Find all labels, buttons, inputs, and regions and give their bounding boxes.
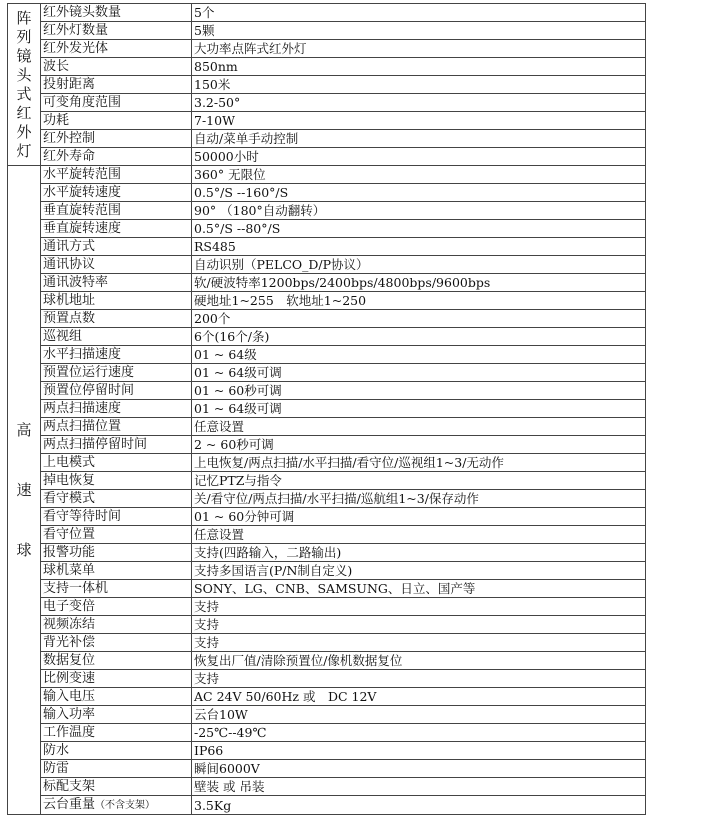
param-value: AC 24V 50/60Hz 或 DC 12V — [192, 688, 646, 706]
param-value: 850nm — [192, 58, 646, 76]
param-name — [41, 472, 192, 490]
table-row — [8, 346, 646, 364]
table-row — [8, 436, 646, 454]
param-label: 通讯协议 — [43, 257, 96, 272]
param-label: 红外发光体 — [43, 41, 109, 56]
param-name — [41, 58, 192, 76]
param-value: 任意设置 — [192, 526, 646, 544]
param-name — [41, 256, 192, 274]
param-name — [41, 418, 192, 436]
param-label: 红外灯数量 — [43, 23, 109, 38]
param-name — [41, 562, 192, 580]
param-name — [41, 202, 192, 220]
table-row — [8, 796, 646, 815]
table-row — [8, 364, 646, 382]
param-label: 巡视组 — [43, 329, 83, 344]
table-row — [8, 454, 646, 472]
param-value: 0.5°/S --80°/S — [192, 220, 646, 238]
param-name — [41, 184, 192, 202]
param-value: 3.2-50° — [192, 94, 646, 112]
param-name — [41, 508, 192, 526]
param-label: 水平扫描速度 — [43, 347, 122, 362]
param-value: 大功率点阵式红外灯 — [192, 40, 646, 58]
param-value: 5个 — [192, 4, 646, 22]
table-row — [8, 724, 646, 742]
param-label: 通讯波特率 — [43, 275, 109, 290]
param-label: 防雷 — [43, 761, 70, 776]
param-value: 01 ~ 64级可调 — [192, 400, 646, 418]
table-row — [8, 40, 646, 58]
param-label: 支持一体机 — [43, 581, 109, 596]
param-name — [41, 652, 192, 670]
param-label: 视频冻结 — [43, 617, 96, 632]
param-value: RS485 — [192, 238, 646, 256]
param-name — [41, 148, 192, 166]
param-value: 200个 — [192, 310, 646, 328]
param-label: 两点扫描停留时间 — [43, 437, 148, 452]
param-label: 投射距离 — [43, 77, 96, 92]
table-row — [8, 760, 646, 778]
table-row — [8, 166, 646, 184]
param-value: 硬地址1~255 软地址1~250 — [192, 292, 646, 310]
param-name — [41, 634, 192, 652]
param-value: 自动/菜单手动控制 — [192, 130, 646, 148]
table-row — [8, 490, 646, 508]
param-value: 支持(四路输入，二路输出) — [192, 544, 646, 562]
param-label: 水平旋转范围 — [43, 167, 122, 182]
param-label: 通讯方式 — [43, 239, 96, 254]
param-value: 01 ~ 64级 — [192, 346, 646, 364]
param-value: 50000小时 — [192, 148, 646, 166]
table-row — [8, 472, 646, 490]
table-row — [8, 130, 646, 148]
param-value: 瞬间6000V — [192, 760, 646, 778]
group-label-cell — [8, 166, 41, 815]
param-value: 记忆PTZ与指令 — [192, 472, 646, 490]
table-row — [8, 562, 646, 580]
param-name — [41, 796, 192, 815]
param-label: 看守位置 — [43, 527, 96, 542]
param-value: 01 ~ 60分钟可调 — [192, 508, 646, 526]
table-row — [8, 508, 646, 526]
param-name — [41, 130, 192, 148]
param-label: 红外控制 — [43, 131, 96, 146]
param-value: 01 ~ 60秒可调 — [192, 382, 646, 400]
param-label: 红外镜头数量 — [43, 5, 122, 20]
param-value: 2 ~ 60秒可调 — [192, 436, 646, 454]
param-name — [41, 760, 192, 778]
param-value: 关/看守位/两点扫描/水平扫描/巡航组1~3/保存动作 — [192, 490, 646, 508]
param-label: 预置点数 — [43, 311, 96, 326]
param-label: 垂直旋转速度 — [43, 221, 122, 236]
table-row — [8, 76, 646, 94]
table-row — [8, 616, 646, 634]
param-value: 云台10W — [192, 706, 646, 724]
param-name — [41, 166, 192, 184]
param-value: IP66 — [192, 742, 646, 760]
table-row — [8, 58, 646, 76]
param-name — [41, 778, 192, 796]
table-row — [8, 670, 646, 688]
param-label: 工作温度 — [43, 725, 96, 740]
param-value: 3.5Kg — [192, 796, 646, 815]
table-row — [8, 418, 646, 436]
param-name — [41, 346, 192, 364]
param-value: 0.5°/S --160°/S — [192, 184, 646, 202]
param-label: 输入电压 — [43, 689, 96, 704]
table-row — [8, 400, 646, 418]
param-label: 背光补偿 — [43, 635, 96, 650]
param-value: 360° 无限位 — [192, 166, 646, 184]
param-value: 上电恢复/两点扫描/水平扫描/看守位/巡视组1~3/无动作 — [192, 454, 646, 472]
param-value: 6个(16个/条) — [192, 328, 646, 346]
param-name — [41, 238, 192, 256]
param-name — [41, 400, 192, 418]
param-name — [41, 670, 192, 688]
param-value: 支持 — [192, 670, 646, 688]
table-row — [8, 310, 646, 328]
param-label: 红外寿命 — [43, 149, 96, 164]
table-row — [8, 184, 646, 202]
param-name — [41, 292, 192, 310]
param-label: 水平旋转速度 — [43, 185, 122, 200]
param-name — [41, 40, 192, 58]
table-row — [8, 328, 646, 346]
param-label: 标配支架 — [43, 779, 96, 794]
param-note: （不含支架） — [95, 800, 156, 811]
param-name — [41, 76, 192, 94]
table-row — [8, 112, 646, 130]
table-row — [8, 202, 646, 220]
param-label: 预置位停留时间 — [43, 383, 135, 398]
param-label: 看守模式 — [43, 491, 96, 506]
param-value: 7-10W — [192, 112, 646, 130]
param-label: 掉电恢复 — [43, 473, 96, 488]
param-label: 球机菜单 — [43, 563, 96, 578]
spec-table-body — [8, 4, 646, 815]
param-value: 150米 — [192, 76, 646, 94]
param-name — [41, 490, 192, 508]
param-label: 球机地址 — [43, 293, 96, 308]
table-row — [8, 256, 646, 274]
param-name — [41, 526, 192, 544]
table-row — [8, 292, 646, 310]
param-label: 功耗 — [43, 113, 70, 128]
param-name — [41, 706, 192, 724]
group-label: 高速球 — [16, 421, 32, 559]
param-name — [41, 436, 192, 454]
param-value: 壁装 或 吊装 — [192, 778, 646, 796]
table-row — [8, 580, 646, 598]
param-label: 防水 — [43, 743, 70, 758]
param-name — [41, 112, 192, 130]
param-name — [41, 4, 192, 22]
param-label: 波长 — [43, 59, 70, 74]
table-row — [8, 652, 646, 670]
param-value: 支持多国语言(P/N制自定义) — [192, 562, 646, 580]
table-row — [8, 148, 646, 166]
table-row — [8, 22, 646, 40]
param-value: 自动识别（PELCO_D/P协议） — [192, 256, 646, 274]
table-row — [8, 688, 646, 706]
param-label: 比例变速 — [43, 671, 96, 686]
param-name — [41, 22, 192, 40]
param-name — [41, 310, 192, 328]
spec-table — [7, 3, 646, 815]
param-label: 电子变倍 — [43, 599, 96, 614]
param-name — [41, 454, 192, 472]
group-label: 阵列镜头式红外灯 — [16, 8, 32, 160]
param-label: 上电模式 — [43, 455, 96, 470]
table-row — [8, 220, 646, 238]
param-label: 数据复位 — [43, 653, 96, 668]
table-row — [8, 526, 646, 544]
param-name — [41, 220, 192, 238]
param-value: 90° （180°自动翻转） — [192, 202, 646, 220]
table-row — [8, 742, 646, 760]
param-label: 预置位运行速度 — [43, 365, 135, 380]
param-name — [41, 94, 192, 112]
param-value: -25℃--49℃ — [192, 724, 646, 742]
param-name — [41, 580, 192, 598]
table-row — [8, 544, 646, 562]
table-row — [8, 706, 646, 724]
param-name — [41, 274, 192, 292]
param-label: 看守等待时间 — [43, 509, 122, 524]
param-value: 软/硬波特率1200bps/2400bps/4800bps/9600bps — [192, 274, 646, 292]
table-row — [8, 4, 646, 22]
table-row — [8, 274, 646, 292]
table-row — [8, 634, 646, 652]
param-name — [41, 328, 192, 346]
param-value: SONY、LG、CNB、SAMSUNG、日立、国产等 — [192, 580, 646, 598]
param-name — [41, 382, 192, 400]
group-label-cell — [8, 4, 41, 166]
table-row — [8, 598, 646, 616]
table-row — [8, 238, 646, 256]
table-row — [8, 94, 646, 112]
param-label: 输入功率 — [43, 707, 96, 722]
param-label: 云台重量 — [43, 797, 96, 812]
param-value: 恢复出厂值/清除预置位/像机数据复位 — [192, 652, 646, 670]
param-name — [41, 742, 192, 760]
param-name — [41, 688, 192, 706]
table-row — [8, 778, 646, 796]
param-label: 可变角度范围 — [43, 95, 122, 110]
param-name — [41, 364, 192, 382]
param-name — [41, 544, 192, 562]
param-value: 支持 — [192, 598, 646, 616]
param-value: 任意设置 — [192, 418, 646, 436]
param-label: 两点扫描速度 — [43, 401, 122, 416]
param-value: 5颗 — [192, 22, 646, 40]
param-label: 垂直旋转范围 — [43, 203, 122, 218]
param-label: 报警功能 — [43, 545, 96, 560]
param-label: 两点扫描位置 — [43, 419, 122, 434]
param-name — [41, 616, 192, 634]
param-name — [41, 724, 192, 742]
param-value: 支持 — [192, 634, 646, 652]
param-value: 01 ~ 64级可调 — [192, 364, 646, 382]
param-name — [41, 598, 192, 616]
table-row — [8, 382, 646, 400]
param-value: 支持 — [192, 616, 646, 634]
